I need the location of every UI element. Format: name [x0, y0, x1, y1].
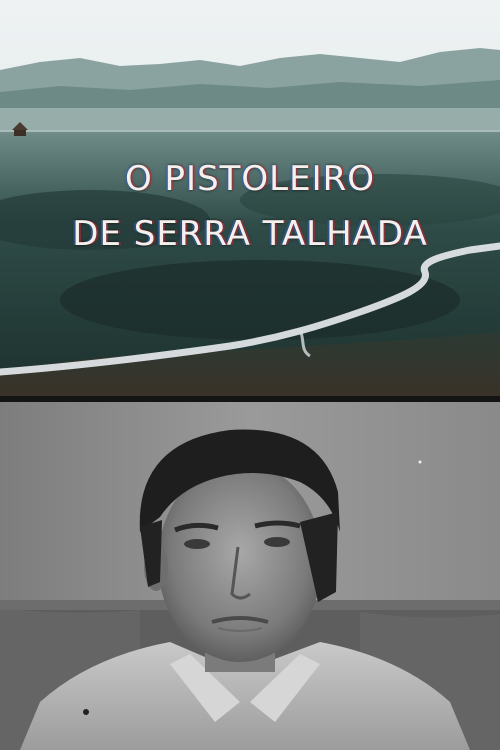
title-line-1: O PISTOLEIRO — [124, 159, 376, 199]
title-line-2: DE SERRA TALHADA — [72, 213, 428, 254]
portrait-image — [0, 402, 500, 750]
title-block — [0, 158, 500, 255]
